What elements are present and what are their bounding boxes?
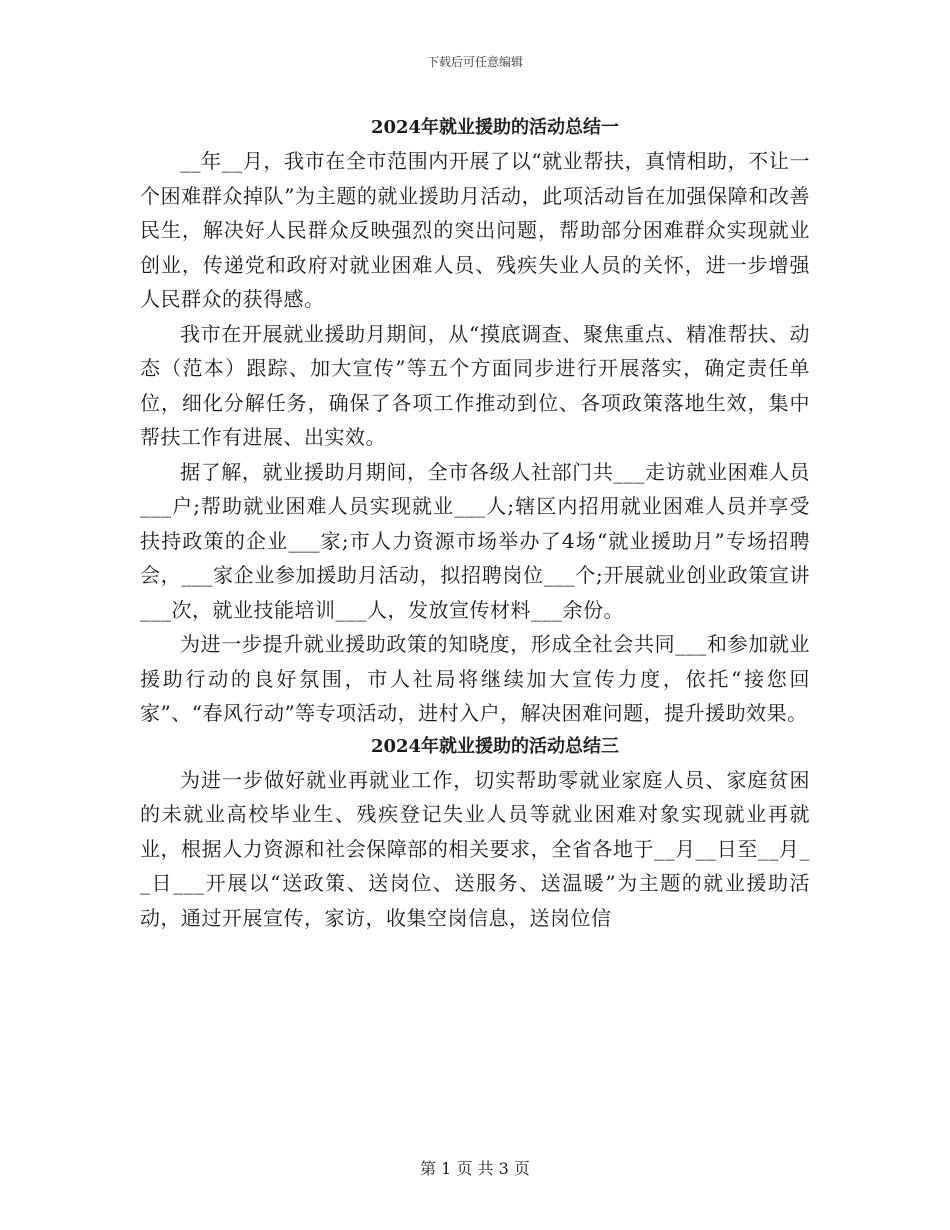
page-header-note: 下载后可任意编辑 (426, 55, 523, 69)
section-title: 2024年就业援助的活动总结三 (370, 735, 620, 757)
paragraph: 据了解，就业援助月期间，全市各级人社部门共___走访就业困难人员___户;帮助就业困难人员实现就业___人;辖区内招用就业困难人员并享受扶持政策的企业___家;市人力资源市场举办了4场“就业援助月”专场招聘会，___家企业参加援助月活动，拟招聘岗位___个;开展就业创业政策宣讲___次，就业技能培训___人，发放宣传材料___余份。 (140, 459, 810, 622)
page-number: 第 1 页 共 3 页 (420, 1159, 530, 1178)
section-1 (140, 112, 810, 731)
paragraph: 我市在开展就业援助月期间，从“摸底调查、聚焦重点、精准帮扶、动态（范本）跟踪、加大宣传”等五个方面同步进行开展落实，确定责任单位，细化分解任务，确保了各项工作推动到位、各项政策落地生效，集中帮扶工作有进展、出实效。 (140, 321, 810, 449)
document-body (140, 112, 810, 935)
paragraph: __年__月，我市在全市范围内开展了以“就业帮扶，真情相助，不让一个困难群众掉队”为主题的就业援助月活动，此项活动旨在加强保障和改善民生，解决好人民群众反映强烈的突出问题，帮助部分困难群众实现就业创业，传递党和政府对就业困难人员、残疾失业人员的关怀，进一步增强人民群众的获得感。 (140, 149, 810, 311)
paragraph: 为进一步提升就业援助政策的知晓度，形成全社会共同___和参加就业援助行动的良好氛围，市人社局将继续加大宣传力度，依托“接您回家”、“春风行动”等专项活动，进村入户，解决困难问题，提升援助效果。 (140, 632, 810, 725)
section-2 (140, 731, 810, 936)
section-title: 2024年就业援助的活动总结一 (370, 117, 620, 138)
paragraph: 为进一步做好就业再就业工作，切实帮助零就业家庭人员、家庭贫困的未就业高校毕业生、残疾登记失业人员等就业困难对象实现就业再就业，根据人力资源和社会保障部的相关要求，全省各地于__月__日至__月__日___开展以“送政策、送岗位、送服务、送温暖”为主题的就业援助活动，通过开展宣传，家访，收集空岗信息，送岗位信 (140, 767, 810, 930)
